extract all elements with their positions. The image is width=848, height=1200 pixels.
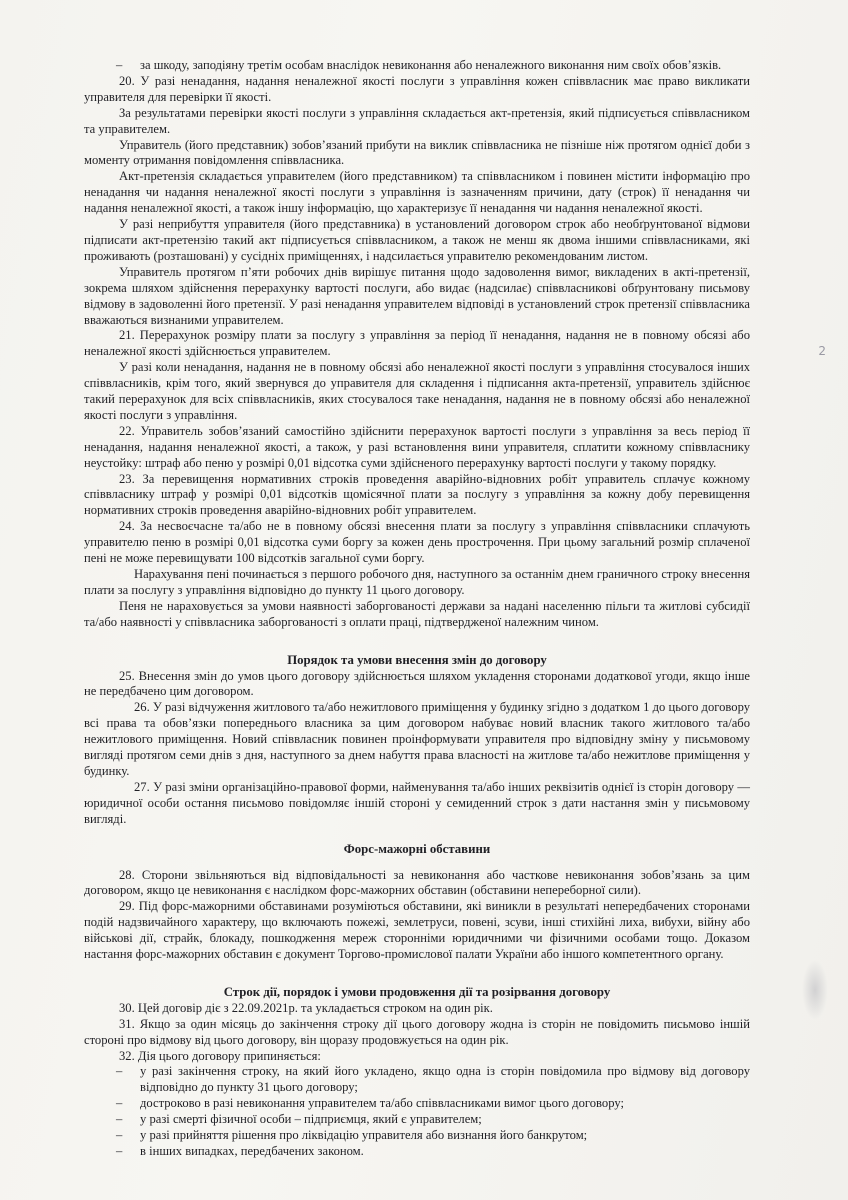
bullet-text: у разі прийняття рішення про ліквідацію управителя або визнання його банкрутом;: [140, 1128, 588, 1143]
paragraph-20-act-content: Акт-претензія складається управителем (його представником) та співвласником і повинен містити інформацію про ненадання чи надання неналежної якості послуги з управління із зазначенням причини, дату (строк) її ненадання чи надання неналежної якості, а також іншу інформацію, що характеризує її ненадання чи надання неналежної якості.: [84, 169, 750, 216]
paragraph-28: 28. Сторони звільняються від відповідальності за невиконання або часткове невиконання зобов’язань за цим договором, якщо це невиконання є наслідком форс-мажорних обставин (обставини непереборної сили).: [84, 867, 750, 898]
paragraph-24-penalty-start: Нарахування пені починається з першого робочого дня, наступного за останнім днем граничного строку внесення плати за послугу з управління відповідно до пункту 11 цього договору.: [84, 567, 750, 597]
section-heading-term: Строк дії, порядок і умови продовження дії та розірвання договору: [223, 984, 611, 999]
bullet-item: [84, 1064, 750, 1096]
bullet-dash: –: [116, 1064, 123, 1079]
page-number: 2: [818, 344, 826, 358]
bullet-dash: –: [116, 1096, 123, 1111]
paragraph-20-decision: Управитель протягом п’яти робочих днів вирішує питання щодо задоволення вимог, викладених в акті-претензії, зокрема шляхом здійснення перерахунку вартості послуги, або видає (надсилає) співвласникові обґрунтовану письмову відмову в задоволенні його претензії. У разі ненадання управителем відповіді в установлений строк претензії співвласника вважаються визнаними управителем.: [84, 264, 750, 327]
paragraph-30: 30. Цей договір діє з 22.09.2021р. та укладається строком на один рік.: [119, 1000, 493, 1015]
bullet-dash: –: [116, 1112, 123, 1127]
paragraph-32: 32. Дія цього договору припиняється:: [119, 1048, 321, 1063]
paragraph-23: 23. За перевищення нормативних строків проведення аварійно-відновних робіт управитель сплачує кожному співвласнику штраф у розмірі 0,01 відсотків щомісячної плати за послугу з управління за кожну добу перевищення нормативних строків проведення аварійно-відновних робіт управителем.: [84, 471, 750, 518]
bullet-text: у разі смерті фізичної особи – підприємця, який є управителем;: [140, 1112, 482, 1127]
bullet-item: [84, 58, 750, 74]
paragraph-20-no-arrival: У разі неприбуття управителя (його представника) в установлений договором строк або необґрунтованої відмови підписати акт-претензію такий акт підписується співвласником, а також не менш як двома іншими співвласниками, які проживають (розташовані) у сусідніх приміщеннях, і надсилається управителю рекомендованим листом.: [84, 217, 750, 263]
paragraph-26: 26. У разі відчуження житлового та/або нежитлового приміщення у будинку згідно з додатком 1 до цього договору всі права та обов’язки попереднього власника за цим договором набуває новий власник такого житлового та/або нежитлового приміщення. Новий співвласник повинен проінформувати управителя про відповідну зміну у письмовому вигляді протягом семи днів з дня, наступного за днем набуття права власності на житлове та/або нежитлове приміщення у будинку.: [84, 700, 750, 778]
paragraph-29: 29. Під форс-мажорними обставинами розуміються обставини, які виникли в результаті непередбачених сторонами подій надзвичайного характеру, що включають пожежі, землетруси, повені, зсуви, інші стихійні лиха, вибухи, війну або військові дії, страйк, блокаду, пошкодження мереж сторонніми юридичними чи фізичними особами тощо. Доказом настання форс-мажорних обставин є документ Торгово-промислової палати України або іншого компетентного органу.: [84, 899, 750, 962]
paragraph-20-act: За результатами перевірки якості послуги з управління складається акт-претензія, який підписується співвласником та управителем.: [84, 105, 750, 136]
paragraph-20-arrival: Управитель (його представник) зобов’язаний прибути на виклик співвласника не пізніше ніж протягом однієї доби з моменту отримання повідомлення співвласника.: [84, 137, 750, 168]
bullet-item: [84, 1144, 750, 1160]
bullet-text: у разі закінчення строку, на який його укладено, якщо одна із сторін повідомила про відмову від договору відповідно до пункту 31 цього договору;: [140, 1064, 750, 1095]
paragraph-20: 20. У разі ненадання, надання неналежної якості послуги з управління кожен співвласник має право викликати управителя для перевірки її якості.: [84, 73, 750, 104]
scan-smudge: [802, 960, 828, 1020]
bullet-dash: –: [116, 1128, 123, 1143]
paragraph-27: 27. У разі зміни організаційно-правової форми, найменування та/або інших реквізитів однієї із сторін договору — юридичної особи остання письмово повідомляє іншій стороні у семиденний строк з дати настання змін у письмовому вигляді.: [84, 779, 750, 826]
bullet-dash: –: [116, 1144, 123, 1158]
bullet-text: достроково в разі невиконання управителем та/або співвласниками вимог цього договору;: [140, 1096, 624, 1111]
paragraph-25: 25. Внесення змін до умов цього договору здійснюється шляхом укладення сторонами додаткової угоди, якщо інше не передбачено цим договором.: [84, 668, 750, 699]
paragraph-22: 22. Управитель зобов’язаний самостійно здійснити перерахунок вартості послуги з управління за весь період її ненадання, надання неналежної якості, а також, у разі встановлення вини управителя, сплатити кожному співвласнику неустойку: штраф або пеню у розмірі 0,01 відсотка суми здійсненого перерахунку вартості послуги у такому порядку.: [84, 423, 750, 470]
bullet-dash: –: [116, 58, 123, 72]
bullet-item: [84, 1096, 750, 1112]
paragraph-21-others: У разі коли ненадання, надання не в повному обсязі або неналежної якості послуги з управління стосувалося інших співвласників, крім того, який звернувся до управителя для складення і підписання акта-претензії, управитель здійснює такий перерахунок для всіх співвласників, яких стосувалося таке ненадання, надання не в повному обсязі або неналежної якості послуги з управління.: [84, 360, 750, 422]
bullet-text: в інших випадках, передбачених законом.: [140, 1144, 364, 1158]
bullet-item: [84, 1112, 750, 1128]
section-heading-changes: Порядок та умови внесення змін до договору: [287, 652, 547, 667]
paragraph-24-penalty-exempt: Пеня не нараховується за умови наявності заборгованості держави за надані населенню пільги та житлові субсидії та/або наявності у співвласника заборгованості з оплати праці, підтвердженої належним чином.: [84, 598, 750, 629]
bullet-item: [84, 1128, 750, 1144]
bullet-text: за шкоду, заподіяну третім особам внаслідок невиконання або неналежного виконання ним своїх обов’язків.: [140, 58, 722, 72]
paragraph-31: 31. Якщо за один місяць до закінчення строку дії цього договору жодна із сторін не повідомить письмово іншій стороні про відмову від цього договору, він щоразу продовжується на один рік.: [84, 1016, 750, 1047]
section-heading-force-majeure: Форс-мажорні обставини: [343, 841, 491, 856]
document-body: [84, 58, 750, 1160]
paragraph-21: 21. Перерахунок розміру плати за послугу з управління за період її ненадання, надання не в повному обсязі або неналежної якості здійснюється управителем.: [84, 328, 750, 359]
paragraph-24: 24. За несвоєчасне та/або не в повному обсязі внесення плати за послугу з управління співвласники сплачують управителю пеню в розмірі 0,01 відсотка суми боргу за кожен день прострочення. При цьому загальний розмір сплаченої пені не може перевищувати 100 відсотків загальної суми боргу.: [84, 519, 750, 566]
